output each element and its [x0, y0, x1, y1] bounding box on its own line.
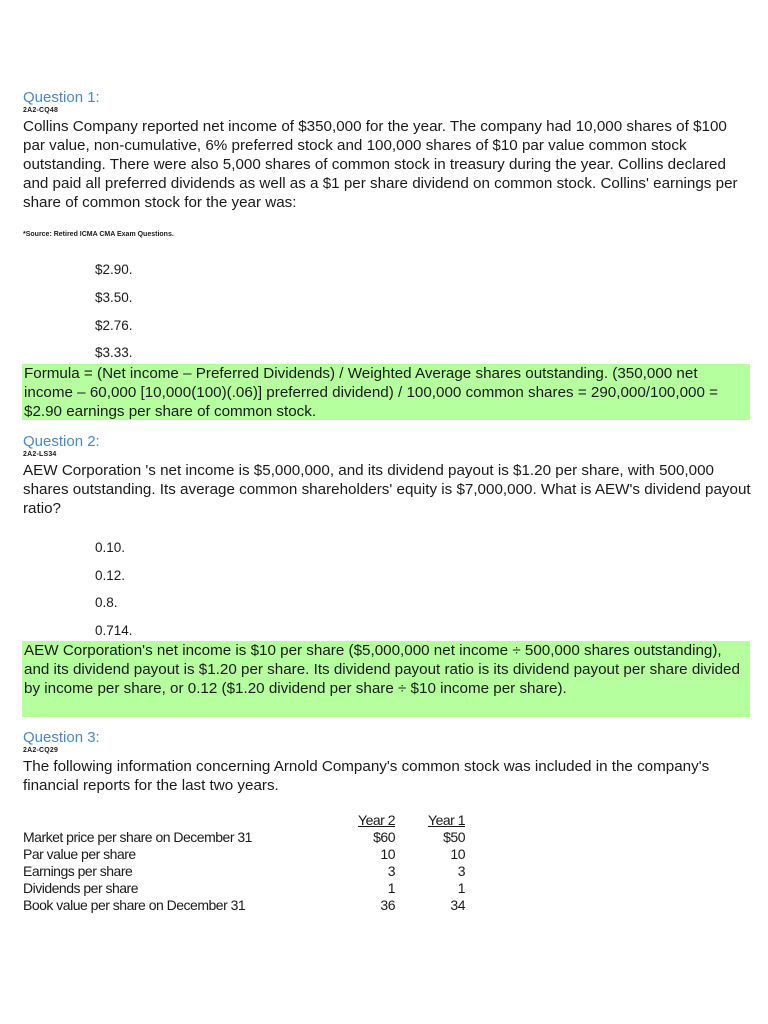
question-2-text: AEW Corporation 's net income is $5,000,000, and its dividend payout is $1.20 per share, with 500,000 shares outstanding. Its average common shareholders' equity is $7,000,000. What is AEW's dividend payout ratio? [23, 462, 751, 517]
table-row [23, 880, 465, 897]
question-2-choice-c: 0.8. [95, 595, 118, 610]
question-2-code: 2A2-LS34 [23, 451, 57, 458]
row-value-year-1: $50 [443, 829, 465, 845]
question-1-choice-a: $2.90. [95, 262, 133, 277]
question-3-text: The following information concerning Arnold Company's common stock was included in the company's financial reports for the last two years. [23, 758, 710, 794]
question-3-code: 2A2-CQ29 [23, 747, 59, 754]
table-header-year-1: Year 1 [428, 812, 465, 828]
question-2-choice-d: 0.714. [95, 623, 133, 638]
row-value-year-2: 1 [387, 880, 395, 896]
row-value-year-2: 3 [387, 863, 395, 879]
source-note: *Source: Retired ICMA CMA Exam Questions. [23, 231, 174, 238]
row-value-year-1: 3 [457, 863, 465, 879]
table-row [23, 863, 465, 880]
question-1-title: Question 1: [23, 89, 100, 106]
question-3-title: Question 3: [23, 729, 100, 746]
question-2-title: Question 2: [23, 433, 100, 450]
question-1-answer-explanation: Formula = (Net income – Preferred Dividends) / Weighted Average shares outstanding. (350,000 net income – 60,000 [10,000(100)(.06)] preferred dividend) / 100,000 common shares = 290,000/100,000 = $2.90 earnings per share of common stock. [22, 364, 750, 420]
table-header-year-2: Year 2 [358, 812, 395, 828]
row-label: Market price per share on December 31 [23, 829, 252, 845]
table-row [23, 829, 465, 846]
question-1-code: 2A2-CQ48 [23, 107, 59, 114]
question-2-answer-explanation: AEW Corporation's net income is $10 per share ($5,000,000 net income ÷ 500,000 shares outstanding), and its dividend payout is $1.20 per share. Its dividend payout ratio is its dividend payout per share divided by income per share, or 0.12 ($1.20 dividend per share ÷ $10 income per share). [22, 641, 750, 717]
row-label: Dividends per share [23, 880, 139, 896]
row-value-year-2: 10 [380, 846, 395, 862]
stock-info-table [23, 812, 465, 914]
row-value-year-2: $60 [373, 829, 395, 845]
table-header-row [23, 812, 465, 829]
question-1-choice-d: $3.33. [95, 345, 133, 360]
row-value-year-1: 1 [457, 880, 465, 896]
question-1-choice-b: $3.50. [95, 290, 133, 305]
row-label: Earnings per share [23, 863, 133, 879]
table-row [23, 897, 465, 914]
question-1-text: Collins Company reported net income of $350,000 for the year. The company had 10,000 shares of $100 par value, non-cumulative, 6% preferred stock and 100,000 shares of $10 par value common stock outstanding. There were also 5,000 shares of common stock in treasury during the year. Collins declared and paid all preferred dividends as well as a $1 per share dividend on common stock. Collins' earnings per share of common stock for the year was: [23, 118, 738, 211]
table-row [23, 846, 465, 863]
question-2-choice-b: 0.12. [95, 568, 126, 583]
question-2-choice-a: 0.10. [95, 540, 126, 555]
row-value-year-1: 34 [450, 897, 465, 913]
row-value-year-1: 10 [450, 846, 465, 862]
row-label: Par value per share [23, 846, 136, 862]
row-value-year-2: 36 [380, 897, 395, 913]
question-1-choice-c: $2.76. [95, 318, 133, 333]
row-label: Book value per share on December 31 [23, 897, 246, 913]
table-header-blank [23, 812, 323, 829]
